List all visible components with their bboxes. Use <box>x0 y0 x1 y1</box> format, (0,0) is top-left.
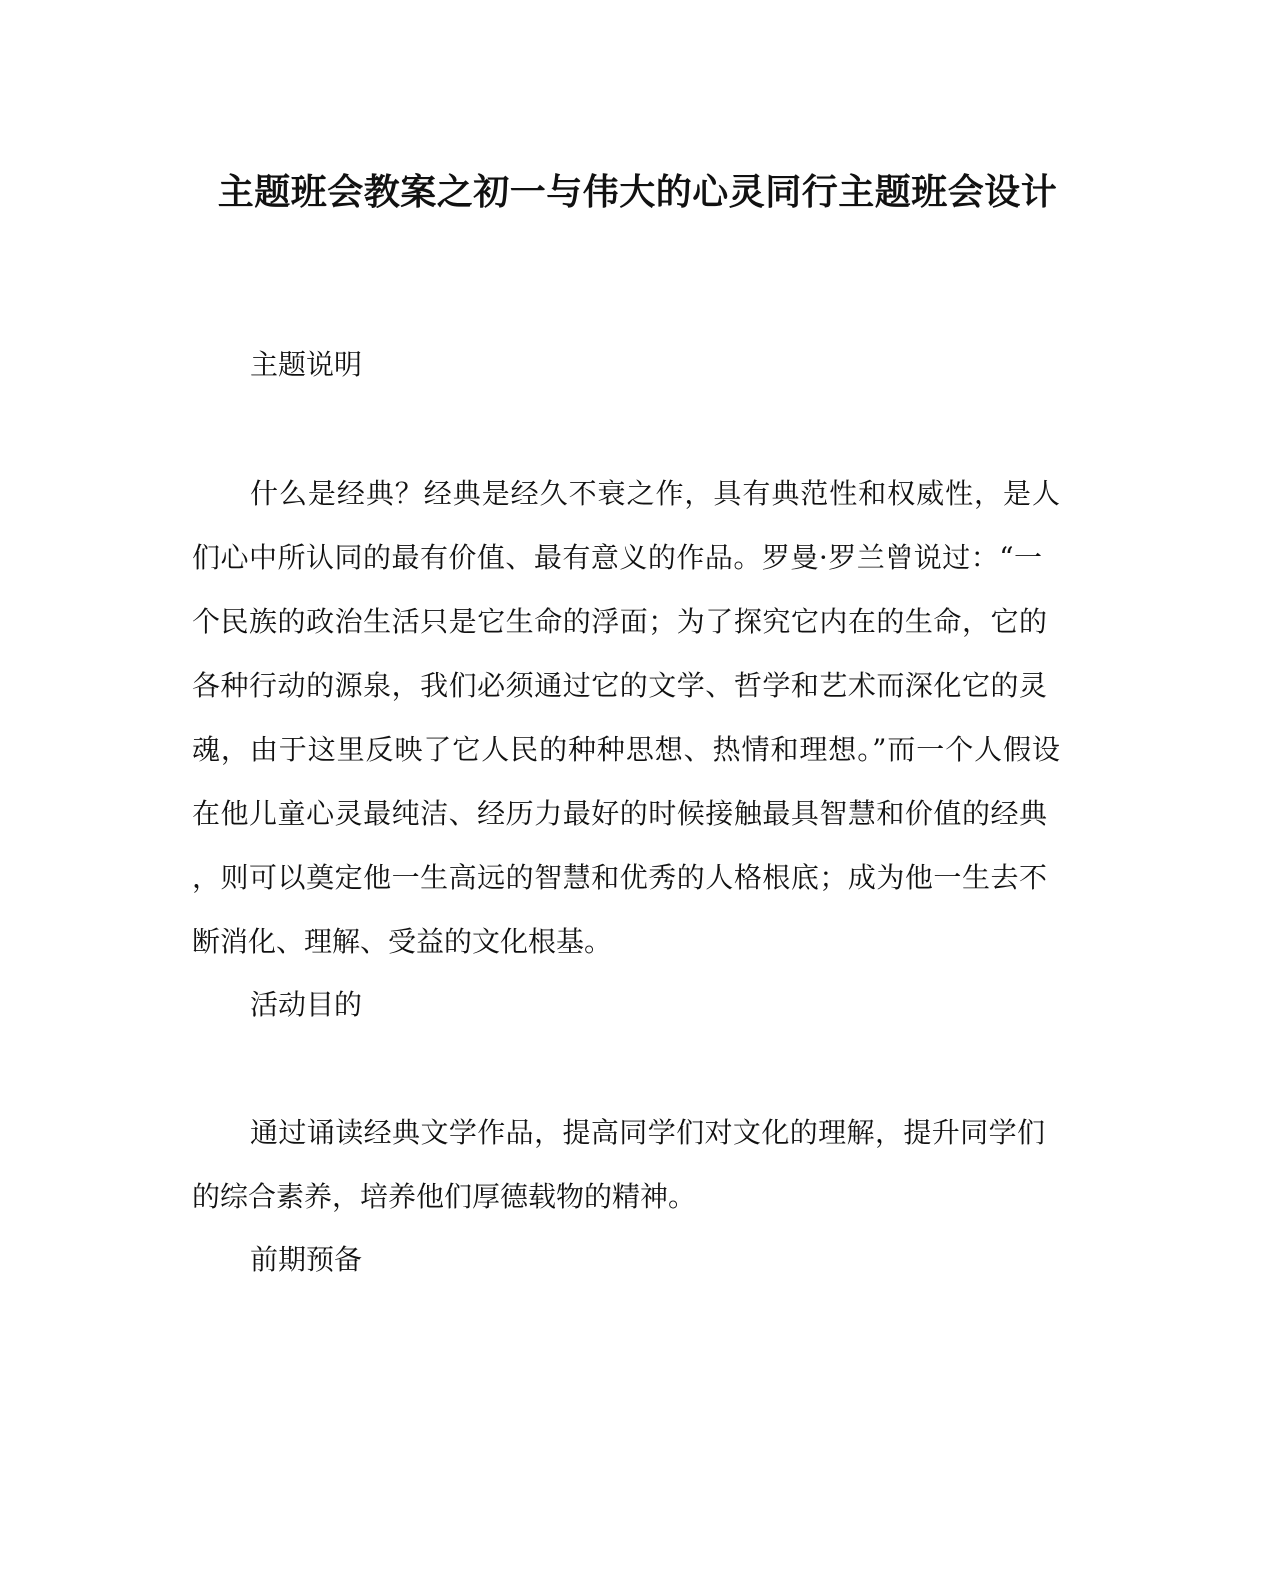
section-heading-preparation: 前期预备 <box>250 1243 363 1276</box>
section-heading-theme: 主题说明 <box>250 348 363 381</box>
paragraph-line: 通过诵读经典文学作品，提高同学们对文化的理解，提升同学们 <box>250 1116 1045 1149</box>
section-heading-goal: 活动目的 <box>250 988 363 1021</box>
paragraph-line: 在他儿童心灵最纯洁、经历力最好的时候接触最具智慧和价值的经典 <box>192 797 1047 830</box>
paragraph-line: 个民族的政治生活只是它生命的浮面；为了探究它内在的生命，它的 <box>192 605 1047 638</box>
paragraph-line: 的综合素养，培养他们厚德载物的精神。 <box>192 1180 697 1213</box>
paragraph-line: 们心中所认同的最有价值、最有意义的作品。罗曼·罗兰曾说过：“一 <box>192 541 1042 574</box>
paragraph-line: 魂，由于这里反映了它人民的种种思想、热情和理想。”而一个人假设 <box>192 733 1060 766</box>
paragraph-line: 断消化、理解、受益的文化根基。 <box>192 925 613 958</box>
paragraph-line: ，则可以奠定他一生高远的智慧和优秀的人格根底；成为他一生去不 <box>192 861 1047 894</box>
document-title: 主题班会教案之初一与伟大的心灵同行主题班会设计 <box>217 171 1058 213</box>
paragraph-line: 各种行动的源泉，我们必须通过它的文学、哲学和艺术而深化它的灵 <box>192 669 1047 702</box>
paragraph-line: 什么是经典？经典是经久不衰之作，具有典范性和权威性，是人 <box>250 477 1060 510</box>
